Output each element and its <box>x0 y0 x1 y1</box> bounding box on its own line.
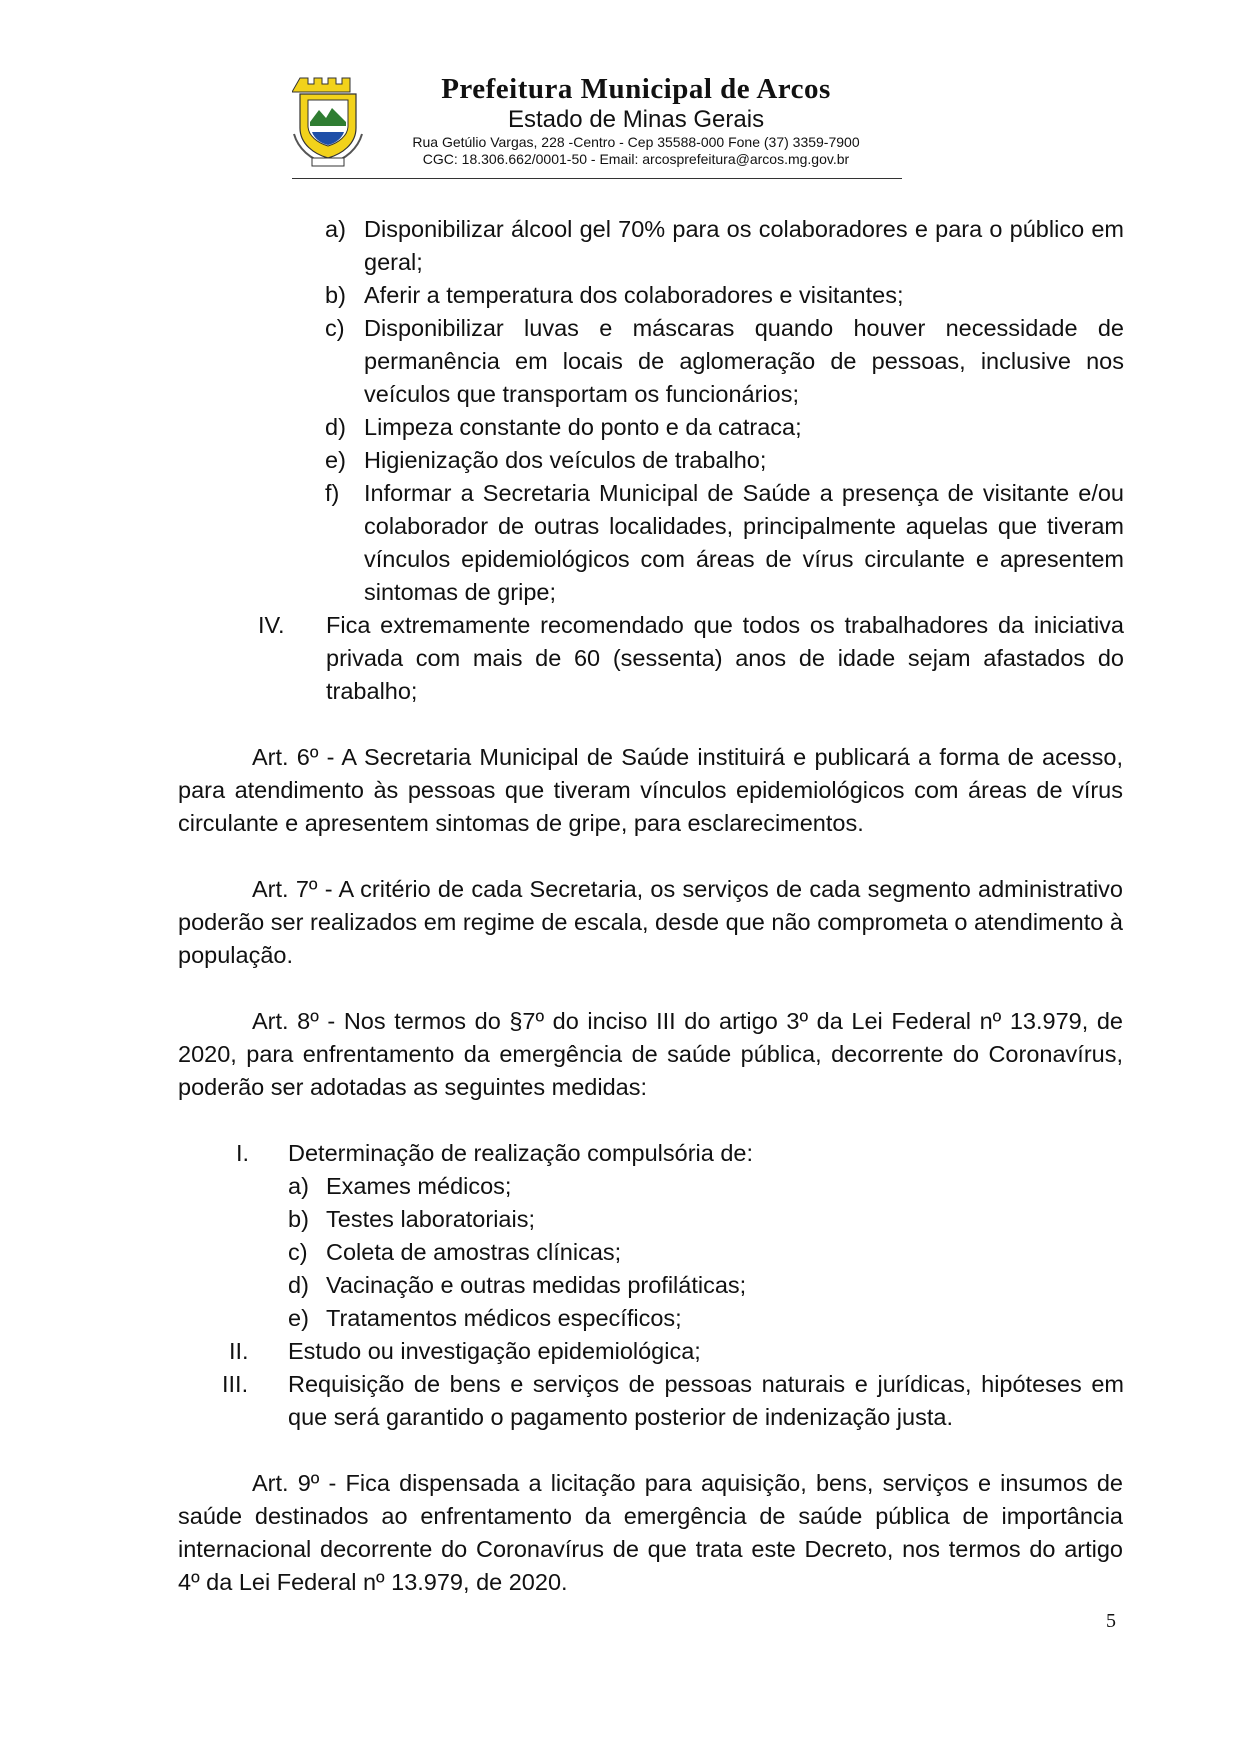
list-item: Exames médicos; <box>326 1173 512 1199</box>
article-8: Art. 8º - Nos termos do §7º do inciso III do artigo 3º da Lei Federal nº 13.979, de 2020, para enfrentamento da emergência de saúde pública, decorrente do Coronavírus, poderão ser adotadas as seguintes medidas: <box>178 1008 1123 1100</box>
roman-item: Fica extremamente recomendado que todos os trabalhadores da iniciativa privada com mais de 60 (sessenta) anos de idade sejam afastados do trabalho; <box>326 612 1124 704</box>
list-item: Tratamentos médicos específicos; <box>326 1305 682 1331</box>
list-item: Limpeza constante do ponto e da catraca; <box>364 414 802 440</box>
list-item-marker: b) <box>325 282 346 308</box>
roman-item-marker: III. <box>222 1371 249 1397</box>
list-item: Testes laboratoriais; <box>326 1206 535 1232</box>
list-item-marker: c) <box>288 1239 308 1265</box>
list-item-marker: d) <box>288 1272 309 1298</box>
roman-item-marker: I. <box>236 1140 250 1166</box>
list-item: Informar a Secretaria Municipal de Saúde a presença de visitante e/ou colaborador de outras localidades, principalmente aquelas que tiveram vínculos epidemiológicos com áreas de vírus circulante e apresentem sintomas de gripe; <box>364 480 1124 605</box>
list-item: Coleta de amostras clínicas; <box>326 1239 622 1265</box>
list-item-marker: a) <box>288 1173 309 1199</box>
article-9: Art. 9º - Fica dispensada a licitação para aquisição, bens, serviços e insumos de saúde destinados ao enfrentamento da emergência de saúde pública de importância internacional decorrente do Coronavírus de que trata este Decreto, nos termos do artigo 4º da Lei Federal nº 13.979, de 2020. <box>178 1470 1123 1595</box>
article-7: Art. 7º - A critério de cada Secretaria, os serviços de cada segmento administrativo poderão ser realizados em regime de escala, desde que não comprometa o atendimento à população. <box>178 876 1123 968</box>
roman-item: Requisição de bens e serviços de pessoas naturais e jurídicas, hipóteses em que será garantido o pagamento posterior de indenização justa. <box>288 1371 1124 1430</box>
municipality-title: Prefeitura Municipal de Arcos <box>441 73 831 105</box>
page-number: 5 <box>1106 1610 1116 1632</box>
list-item: Disponibilizar luvas e máscaras quando houver necessidade de permanência em locais de aglomeração de pessoas, inclusive nos veículos que transportam os funcionários; <box>364 315 1124 407</box>
list-item: Aferir a temperatura dos colaboradores e visitantes; <box>364 282 904 308</box>
list-item-marker: a) <box>325 216 346 242</box>
article-6: Art. 6º - A Secretaria Municipal de Saúde instituirá e publicará a forma de acesso, para atendimento às pessoas que tiveram vínculos epidemiológicos com áreas de vírus circulante e apresentem sintomas de gripe, para esclarecimentos. <box>178 744 1123 836</box>
list-item-marker: c) <box>325 315 345 341</box>
list-item: Higienização dos veículos de trabalho; <box>364 447 767 473</box>
roman-item-marker: II. <box>229 1338 249 1364</box>
list-item: Disponibilizar álcool gel 70% para os colaboradores e para o público em geral; <box>364 216 1124 275</box>
list-item-marker: f) <box>325 480 340 506</box>
list-item: Vacinação e outras medidas profiláticas; <box>326 1272 747 1298</box>
header-divider <box>292 178 902 179</box>
list-item-marker: e) <box>325 447 346 473</box>
letterhead-text <box>376 72 896 168</box>
list-item-marker: d) <box>325 414 346 440</box>
municipal-coat-of-arms-icon <box>292 74 364 170</box>
contact-line: CGC: 18.306.662/0001-50 - Email: arcosprefeitura@arcos.mg.gov.br <box>422 151 850 167</box>
list-item-marker: b) <box>288 1206 309 1232</box>
roman-item-marker: IV. <box>258 612 285 638</box>
state-subtitle: Estado de Minas Gerais <box>507 106 765 133</box>
letterhead <box>292 72 902 182</box>
address-line: Rua Getúlio Vargas, 228 -Centro - Cep 35588-000 Fone (37) 3359-7900 <box>412 134 860 150</box>
roman-item: Estudo ou investigação epidemiológica; <box>288 1338 701 1364</box>
list-item-marker: e) <box>288 1305 309 1331</box>
roman-item: Determinação de realização compulsória de: <box>288 1140 754 1166</box>
